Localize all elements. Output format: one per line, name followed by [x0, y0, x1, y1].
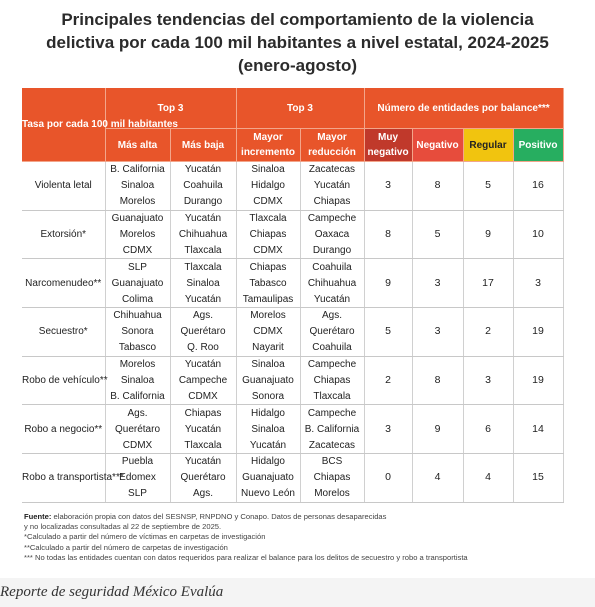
balance-count-cell: 6 [463, 405, 513, 454]
state-cell: Puebla [105, 454, 170, 470]
state-cell: Guanajuato [105, 210, 170, 226]
balance-count-cell: 8 [412, 162, 463, 211]
balance-count-cell: 2 [364, 356, 412, 405]
state-cell: CDMX [236, 194, 300, 210]
table-row [22, 162, 563, 178]
state-cell: Edomex [105, 470, 170, 486]
state-cell: Querétaro [105, 421, 170, 437]
header-negativo: Negativo [412, 129, 463, 162]
title-line-2: delictiva por cada 100 mil habitantes a nivel estatal, 2024-2025 [46, 33, 549, 52]
state-cell: Coahuila [300, 340, 364, 356]
state-cell: Sonora [236, 388, 300, 404]
header-mas-baja: Más baja [170, 129, 236, 162]
title-line-1: Principales tendencias del comportamiento de la violencia [61, 10, 534, 29]
state-cell: Sinaloa [105, 178, 170, 194]
state-cell: Zacatecas [300, 162, 364, 178]
balance-count-cell: 8 [364, 210, 412, 259]
state-cell: CDMX [236, 324, 300, 340]
category-cell: Violenta letal [22, 162, 105, 211]
state-cell: Ags. [300, 308, 364, 324]
source-notes [24, 512, 569, 563]
table-row [22, 308, 563, 324]
state-cell: Zacatecas [300, 437, 364, 453]
balance-count-cell: 10 [513, 210, 563, 259]
state-cell: Yucatán [170, 162, 236, 178]
state-cell: Ags. [170, 308, 236, 324]
balance-count-cell: 5 [463, 162, 513, 211]
state-cell: CDMX [170, 388, 236, 404]
state-cell: Chiapas [300, 373, 364, 389]
state-cell: Yucatán [170, 356, 236, 372]
state-cell: CDMX [236, 242, 300, 258]
state-cell: BCS [300, 454, 364, 470]
state-cell: Morelos [236, 308, 300, 324]
state-cell: Chiapas [170, 405, 236, 421]
fuente-line [24, 512, 569, 522]
category-cell: Robo a negocio** [22, 405, 105, 454]
state-cell: Guanajuato [105, 275, 170, 291]
state-cell: Yucatán [170, 210, 236, 226]
balance-count-cell: 5 [412, 210, 463, 259]
table-row [22, 356, 563, 372]
header-mas-alta: Más alta [105, 129, 170, 162]
note-1: *Calculado a partir del número de víctimas en carpetas de investigación [24, 532, 266, 542]
state-cell: Tabasco [236, 275, 300, 291]
state-cell: Q. Roo [170, 340, 236, 356]
state-cell: B. California [300, 421, 364, 437]
caption-text: Reporte de seguridad México Evalúa [0, 584, 224, 600]
table-row [22, 210, 563, 226]
state-cell: Coahuila [170, 178, 236, 194]
balance-count-cell: 0 [364, 454, 412, 503]
table-body [22, 162, 563, 503]
note-3: *** No todas las entidades cuentan con datos requeridos para realizar el balance para los delitos de secuestro y robo a transportista [24, 552, 468, 562]
balance-count-cell: 3 [412, 308, 463, 357]
state-cell: Hidalgo [236, 454, 300, 470]
fuente-label: Fuente: [24, 512, 52, 521]
header-muy-negativo: Muy negativo [364, 129, 412, 162]
state-cell: Yucatán [170, 454, 236, 470]
balance-count-cell: 9 [412, 405, 463, 454]
header-mayor-incremento: Mayor incremento [236, 129, 300, 162]
balance-count-cell: 14 [513, 405, 563, 454]
balance-count-cell: 16 [513, 162, 563, 211]
category-cell: Narcomenudeo** [22, 259, 105, 308]
state-cell: Yucatán [300, 178, 364, 194]
state-cell: Morelos [105, 227, 170, 243]
category-cell: Secuestro* [22, 308, 105, 357]
state-cell: SLP [105, 259, 170, 275]
state-cell: Oaxaca [300, 227, 364, 243]
header-tasa: Tasa por cada 100 mil habitantes [22, 88, 105, 162]
state-cell: Sinaloa [236, 162, 300, 178]
balance-count-cell: 8 [412, 356, 463, 405]
state-cell: Campeche [300, 210, 364, 226]
state-cell: Coahuila [300, 259, 364, 275]
balance-count-cell: 9 [364, 259, 412, 308]
state-cell: Yucatán [236, 437, 300, 453]
state-cell: Sinaloa [170, 275, 236, 291]
state-cell: B. California [105, 162, 170, 178]
state-cell: Tlaxcala [170, 242, 236, 258]
image-caption [0, 578, 595, 607]
state-cell: Chiapas [236, 227, 300, 243]
category-cell: Robo a transportista*** [22, 454, 105, 503]
state-cell: Tlaxcala [170, 259, 236, 275]
fuente-text: elaboración propia con datos del SESNSP, RNPDNO y Conapo. Datos de personas desaparecidas [51, 512, 387, 521]
state-cell: Ags. [105, 405, 170, 421]
balance-count-cell: 15 [513, 454, 563, 503]
header-positivo: Positivo [513, 129, 563, 162]
state-cell: Chihuahua [105, 308, 170, 324]
state-cell: SLP [105, 486, 170, 502]
balance-count-cell: 9 [463, 210, 513, 259]
balance-count-cell: 19 [513, 356, 563, 405]
balance-count-cell: 4 [463, 454, 513, 503]
balance-count-cell: 4 [412, 454, 463, 503]
table-row [22, 454, 563, 470]
category-cell: Extorsión* [22, 210, 105, 259]
state-cell: Guanajuato [236, 373, 300, 389]
state-cell: Colima [105, 291, 170, 307]
state-cell: Querétaro [170, 324, 236, 340]
header-regular: Regular [463, 129, 513, 162]
state-cell: Tamaulipas [236, 291, 300, 307]
state-cell: Chiapas [300, 470, 364, 486]
state-cell: Morelos [105, 356, 170, 372]
state-cell: Sinaloa [105, 373, 170, 389]
state-cell: Campeche [300, 405, 364, 421]
header-top3-a: Top 3 [105, 88, 236, 129]
state-cell: Ags. [170, 486, 236, 502]
balance-count-cell: 3 [513, 259, 563, 308]
balance-count-cell: 2 [463, 308, 513, 357]
state-cell: Tlaxcala [236, 210, 300, 226]
state-cell: Morelos [105, 194, 170, 210]
header-mayor-reduccion: Mayor reducción [300, 129, 364, 162]
state-cell: Sinaloa [236, 356, 300, 372]
category-cell: Robo de vehículo** [22, 356, 105, 405]
state-cell: CDMX [105, 242, 170, 258]
violence-trends-table [22, 88, 564, 503]
state-cell: Tlaxcala [300, 388, 364, 404]
state-cell: CDMX [105, 437, 170, 453]
state-cell: Campeche [170, 373, 236, 389]
state-cell: Campeche [300, 356, 364, 372]
state-cell: Guanajuato [236, 470, 300, 486]
state-cell: Chihuahua [300, 275, 364, 291]
state-cell: Yucatán [170, 421, 236, 437]
state-cell: Chihuahua [170, 227, 236, 243]
table-row [22, 259, 563, 275]
balance-count-cell: 3 [364, 405, 412, 454]
note-2: **Calculado a partir del número de carpetas de investigación [24, 542, 228, 552]
state-cell: Morelos [300, 486, 364, 502]
state-cell: B. California [105, 388, 170, 404]
state-cell: Querétaro [300, 324, 364, 340]
state-cell: Querétaro [170, 470, 236, 486]
balance-count-cell: 3 [364, 162, 412, 211]
state-cell: Hidalgo [236, 405, 300, 421]
table-row [22, 405, 563, 421]
header-row-1 [22, 88, 563, 129]
state-cell: Hidalgo [236, 178, 300, 194]
state-cell: Durango [170, 194, 236, 210]
balance-count-cell: 19 [513, 308, 563, 357]
state-cell: Chiapas [236, 259, 300, 275]
state-cell: Tlaxcala [170, 437, 236, 453]
title-line-3: (enero-agosto) [238, 56, 357, 75]
state-cell: Chiapas [300, 194, 364, 210]
state-cell: Durango [300, 242, 364, 258]
state-cell: Sonora [105, 324, 170, 340]
state-cell: Sinaloa [236, 421, 300, 437]
header-top3-b: Top 3 [236, 88, 364, 129]
state-cell: Nuevo León [236, 486, 300, 502]
state-cell: Yucatán [300, 291, 364, 307]
balance-count-cell: 17 [463, 259, 513, 308]
state-cell: Tabasco [105, 340, 170, 356]
page-title [14, 8, 581, 77]
balance-count-cell: 3 [463, 356, 513, 405]
header-balance: Número de entidades por balance*** [364, 88, 563, 129]
fuente-line-2: y no localizadas consultadas al 22 de septiembre de 2025. [24, 522, 222, 532]
balance-count-cell: 3 [412, 259, 463, 308]
state-cell: Yucatán [170, 291, 236, 307]
balance-count-cell: 5 [364, 308, 412, 357]
state-cell: Nayarit [236, 340, 300, 356]
